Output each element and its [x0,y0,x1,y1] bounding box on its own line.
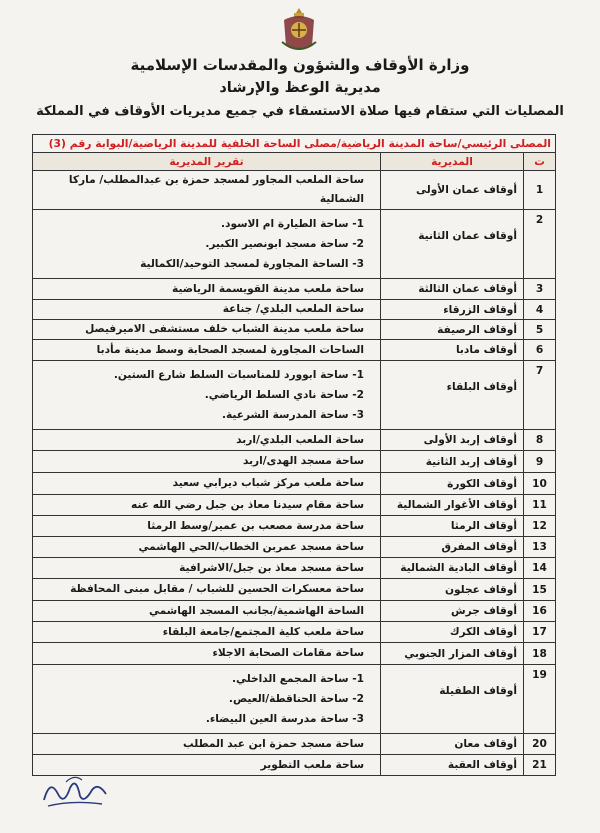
table-row [33,665,556,734]
jordan-coat-of-arms-icon [276,6,322,56]
column-header-report: تقرير المديرية [33,153,381,171]
prayer-location: الساحات المجاورة لمسجد الصحابة وسط مدينة مأدبا [96,344,365,356]
table-row [33,558,556,579]
table-row [33,320,556,340]
main-prayer-banner: المصلى الرئيسي/ساحة المدينة الرياضية/مصلى الساحة الخلفية للمدينة الرياضية/البوابة رقم (3) [33,135,556,153]
prayer-location: ساحة ملعب التطوير [260,759,365,771]
prayer-location-cell [33,430,381,451]
row-number: 18 [524,643,556,665]
prayer-location: ساحة ملعب كلية المجتمع/جامعة البلقاء [162,626,365,638]
directorate-name: أوقاف الأغوار الشمالية [381,495,524,516]
row-number: 16 [524,601,556,622]
prayer-location: ساحة ملعب مدينة الشباب خلف مستشفى الاميرفيصل [85,323,365,335]
prayer-location-cell [33,734,381,755]
prayer-location-cell [33,558,381,579]
prayer-location: ساحة الملعب البلدي/ جناعة [222,303,365,315]
table-row [33,516,556,537]
prayer-location: ساحة ملعب مدينة القويسمة الرياضية [172,283,365,295]
directorate-name: أوقاف عجلون [381,579,524,601]
prayer-location-cell [33,473,381,495]
prayer-location: 3- ساحة المدرسة الشرعية. [221,409,365,421]
table-row [33,430,556,451]
directorate-name: أوقاف عمان الأولى [381,171,524,210]
column-header-directorate: المديرية [381,153,524,171]
row-number: 15 [524,579,556,601]
column-header-num: ت [524,153,556,171]
directorate-name: أوقاف إربد الأولى [381,430,524,451]
prayer-location: ساحة الملعب البلدي/اربد [236,434,365,446]
prayer-location: ساحة الملعب المجاور لمسجد حمزة بن عبدالمطلب/ ماركا الشمالية [68,174,365,205]
row-number: 13 [524,537,556,558]
table-row [33,279,556,300]
directorate-name: أوقاف إربد الثانية [381,451,524,473]
table-row [33,340,556,361]
prayer-location: ساحة مقامات الصحابة الاجلاء [212,647,365,659]
prayer-location-cell [33,210,381,279]
table-row [33,622,556,643]
directorate-name: أوقاف العقبة [381,755,524,776]
ministry-title: وزارة الأوقاف والشؤون والمقدسات الإسلامية [130,56,470,74]
table-row [33,171,556,210]
row-number: 12 [524,516,556,537]
prayer-locations-table [32,134,556,776]
prayer-location: 2- ساحة الحناقطة/العيص. [228,693,365,705]
prayer-location-cell [33,320,381,340]
directorate-name: أوقاف معان [381,734,524,755]
prayer-location-cell [33,516,381,537]
row-number: 14 [524,558,556,579]
prayer-location-cell [33,495,381,516]
table-row [33,473,556,495]
directorate-name: أوقاف المفرق [381,537,524,558]
prayer-location-cell [33,601,381,622]
prayer-location: ساحة مقام سيدنا معاذ بن جبل رضي الله عنه [131,499,365,511]
row-number: 6 [524,340,556,361]
directorate-name: أوقاف عمان الثانية [381,210,524,279]
prayer-location: 1- ساحة الطيارة ام الاسود. [221,218,365,230]
prayer-location: ساحة مسجد الهدى/اربد [242,455,365,467]
table-row [33,300,556,320]
row-number: 19 [524,665,556,734]
prayer-location-cell [33,361,381,430]
directorate-name: أوقاف الطفيلة [381,665,524,734]
table-row [33,210,556,279]
directorate-title: مديرية الوعظ والإرشاد [219,80,381,96]
prayer-location-cell [33,340,381,361]
prayer-location-cell [33,643,381,665]
row-number: 2 [524,210,556,279]
row-number: 7 [524,361,556,430]
document-subtitle: المصليات التي ستقام فيها صلاة الاستسقاء في جميع مديريات الأوقاف في المملكة [36,104,564,119]
row-number: 17 [524,622,556,643]
row-number: 21 [524,755,556,776]
prayer-location: 1- ساحة المجمع الداخلي. [231,673,365,685]
prayer-location: ساحة معسكرات الحسين للشباب / مقابل مبنى المحافظة [70,583,365,595]
prayer-location: ساحة مسجد معاذ بن جبل/الاشرافية [179,562,365,574]
prayer-location: 3- الساحة المجاورة لمسجد التوحيد/الكمالية [140,258,365,270]
prayer-location-cell [33,665,381,734]
table-row [33,361,556,430]
prayer-location-cell [33,537,381,558]
prayer-location: ساحة ملعب مركز شباب ديرابي سعيد [172,477,365,489]
table-header-row [33,153,556,171]
handwritten-signature [36,770,114,814]
directorate-name: أوقاف الرمثا [381,516,524,537]
prayer-location: ساحة مسجد عمربن الخطاب/الحي الهاشمي [138,541,365,553]
directorate-name: أوقاف الرصيفة [381,320,524,340]
table-row [33,601,556,622]
directorate-name: أوقاف الكرك [381,622,524,643]
directorate-name: أوقاف المزار الجنوبي [381,643,524,665]
prayer-location-cell [33,579,381,601]
row-number: 9 [524,451,556,473]
directorate-name: أوقاف البلقاء [381,361,524,430]
prayer-location: 1- ساحة ابوورد للمناسبات السلط شارع الستين. [113,369,365,381]
directorate-name: أوقاف عمان الثالثة [381,279,524,300]
table-row [33,451,556,473]
row-number: 10 [524,473,556,495]
row-number: 4 [524,300,556,320]
row-number: 20 [524,734,556,755]
row-number: 1 [524,171,556,210]
row-number: 5 [524,320,556,340]
prayer-location-cell [33,279,381,300]
prayer-location-cell [33,300,381,320]
prayer-location-cell [33,622,381,643]
table-row [33,537,556,558]
main-prayer-banner-row [33,135,556,153]
prayer-location: ساحة مدرسة مصعب بن عمير/وسط الرمثا [147,520,365,532]
prayer-location: 3- ساحة مدرسة العين البيضاء. [205,713,365,725]
directorate-name: أوقاف الزرقاء [381,300,524,320]
prayer-location-cell [33,171,381,210]
directorate-name: أوقاف الكورة [381,473,524,495]
table-row [33,495,556,516]
row-number: 8 [524,430,556,451]
row-number: 3 [524,279,556,300]
prayer-location-cell [33,451,381,473]
prayer-location: الساحة الهاشمية/بجانب المسجد الهاشمي [148,605,365,617]
prayer-location: 2- ساحة نادي السلط الرياضي. [204,389,365,401]
directorate-name: أوقاف البادية الشمالية [381,558,524,579]
prayer-location: ساحة مسجد حمزة ابن عبد المطلب [183,738,365,750]
table-row [33,643,556,665]
table-row [33,734,556,755]
table-row [33,579,556,601]
prayer-location: 2- ساحة مسجد ابونصير الكبير. [205,238,365,250]
row-number: 11 [524,495,556,516]
directorate-name: أوقاف مادبا [381,340,524,361]
directorate-name: أوقاف جرش [381,601,524,622]
